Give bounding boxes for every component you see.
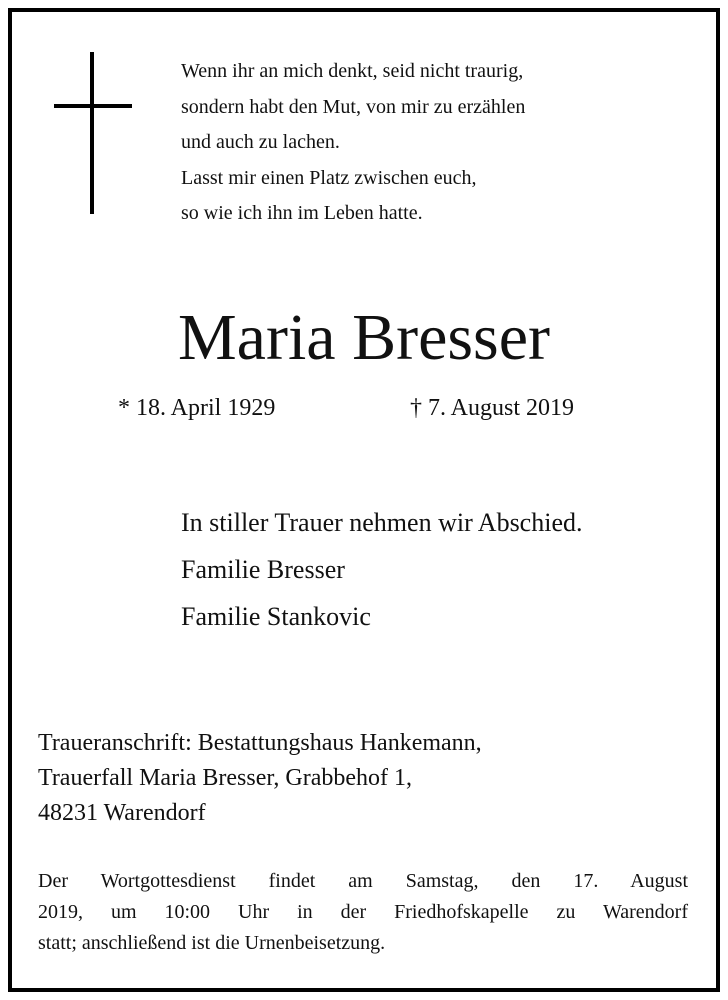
condolence-address (38, 726, 482, 831)
deceased-name: Maria Bresser (177, 301, 551, 374)
mourners (181, 499, 583, 640)
service-notice (38, 866, 688, 959)
poem (181, 54, 661, 232)
birth-date: * 18. April 1929 (118, 395, 276, 421)
death-date: † 7. August 2019 (410, 395, 575, 421)
poem-line: so wie ich ihn im Leben hatte. (181, 202, 423, 224)
mourner-family: Familie Bresser (181, 555, 345, 584)
address-line: Trauerfall Maria Bresser, Grabbehof 1, (38, 765, 413, 791)
service-line: 2019, um 10:00 Uhr in der Friedhofskapelle zu Warendorf (38, 901, 688, 923)
address-line: Traueranschrift: Bestattungshaus Hankemann, (38, 730, 482, 756)
mourner-family: Familie Stankovic (181, 602, 371, 631)
service-line: statt; anschließend ist die Urnenbeisetzung. (38, 932, 386, 954)
poem-line: sondern habt den Mut, von mir zu erzählen (181, 95, 526, 118)
cross-icon (54, 52, 132, 214)
poem-line: Lasst mir einen Platz zwischen euch, (181, 166, 477, 189)
poem-line: und auch zu lachen. (181, 131, 340, 153)
poem-line: Wenn ihr an mich denkt, seid nicht traurig, (181, 60, 524, 82)
service-line: Der Wortgottesdienst findet am Samstag, den 17. August (38, 870, 688, 892)
mourning-statement: In stiller Trauer nehmen wir Abschied. (181, 508, 583, 537)
address-line: 48231 Warendorf (38, 800, 206, 826)
